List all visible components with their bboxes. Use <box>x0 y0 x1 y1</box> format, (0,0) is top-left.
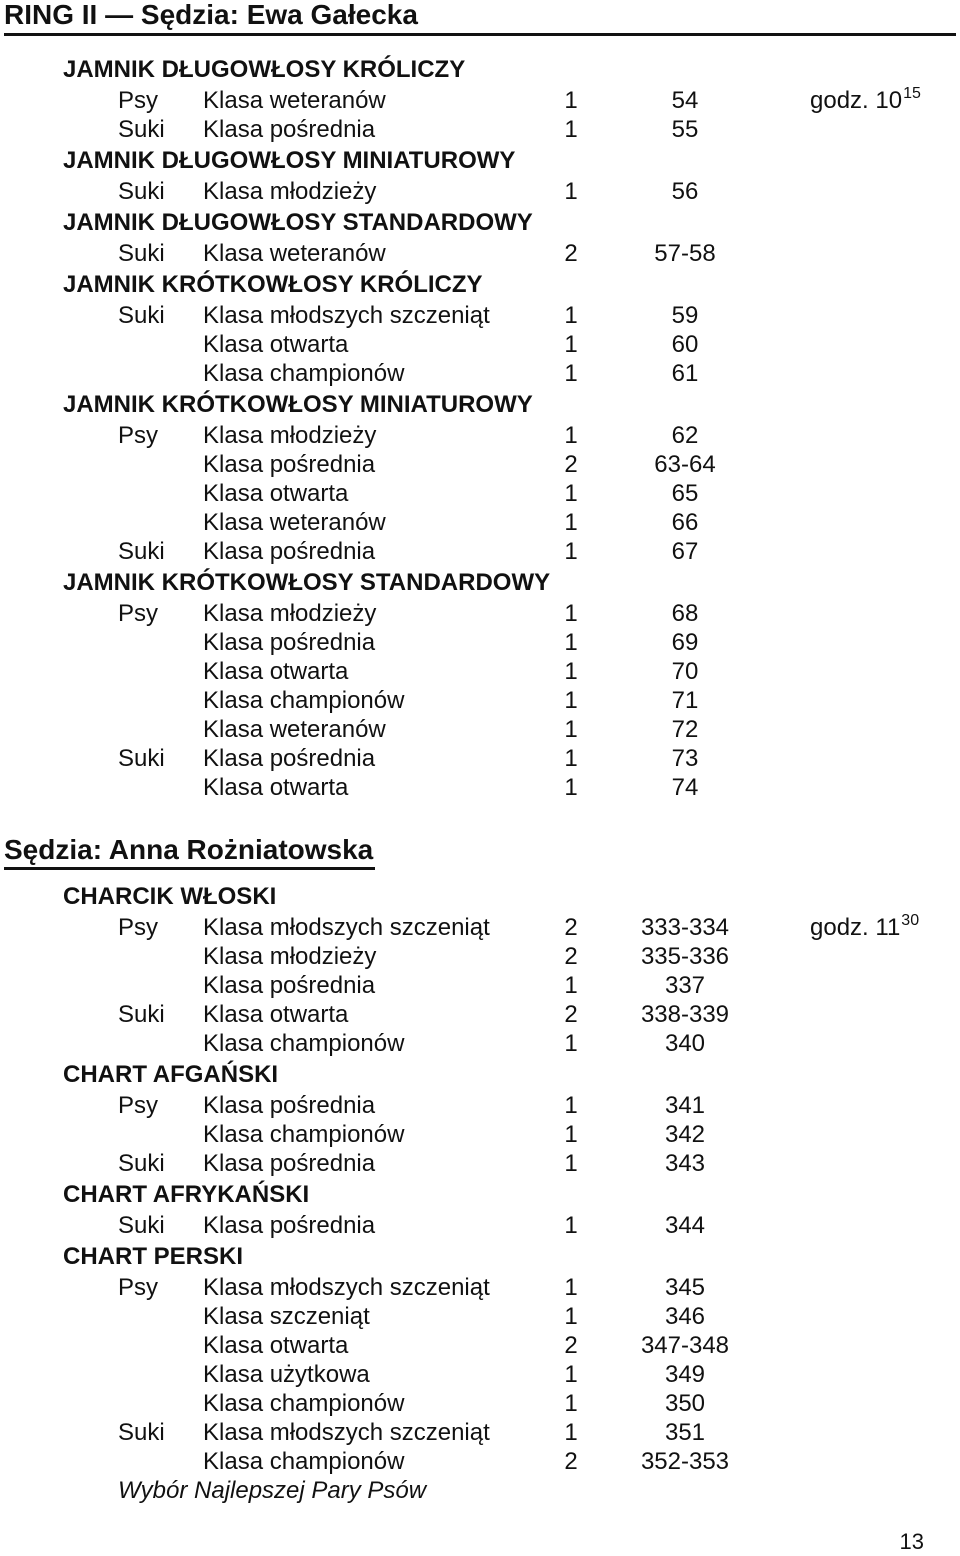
class-label: Klasa otwarta <box>203 1001 349 1028</box>
entry-count: 1 <box>564 1121 578 1148</box>
sex-label: Psy <box>118 600 159 627</box>
entry-count: 2 <box>564 1332 578 1359</box>
sex-label: Suki <box>118 116 165 143</box>
entry-count: 1 <box>564 509 578 536</box>
sex-label: Suki <box>118 240 165 267</box>
catalog-numbers: 342 <box>664 1121 706 1148</box>
entry-count: 1 <box>564 1303 578 1330</box>
sex-label: Psy <box>118 87 159 114</box>
class-label: Klasa weteranów <box>203 509 386 536</box>
entry-row <box>0 330 960 359</box>
entry-count: 1 <box>564 1092 578 1119</box>
catalog-numbers: 349 <box>664 1361 706 1388</box>
class-label: Klasa pośrednia <box>203 538 376 565</box>
class-label: Klasa weteranów <box>203 87 386 114</box>
entry-row <box>0 1331 960 1360</box>
class-label: Klasa championów <box>203 1390 405 1417</box>
catalog-numbers: 344 <box>664 1212 706 1239</box>
class-label: Klasa weteranów <box>203 240 386 267</box>
catalog-numbers: 352-353 <box>640 1448 730 1475</box>
judging-time-minutes: 30 <box>901 912 920 929</box>
class-label: Klasa młodzieży <box>203 600 377 627</box>
sex-label: Psy <box>118 422 159 449</box>
class-label: Klasa młodszych szczeniąt <box>203 1419 490 1446</box>
entry-count: 1 <box>564 116 578 143</box>
entry-row <box>0 1418 960 1447</box>
entry-row <box>0 913 960 942</box>
breed-heading: JAMNIK KRÓTKOWŁOSY MINIATUROWY <box>63 391 533 418</box>
catalog-numbers: 66 <box>671 509 699 536</box>
entry-count: 2 <box>564 914 578 941</box>
entry-count: 2 <box>564 1448 578 1475</box>
entry-row <box>0 421 960 450</box>
class-label: Klasa championów <box>203 360 405 387</box>
entry-count: 1 <box>564 774 578 801</box>
entry-count: 1 <box>564 687 578 714</box>
entry-count: 1 <box>564 87 578 114</box>
entry-row <box>0 1120 960 1149</box>
class-label: Klasa pośrednia <box>203 451 376 478</box>
catalog-numbers: 61 <box>671 360 699 387</box>
class-label: Klasa młodszych szczeniąt <box>203 1274 490 1301</box>
catalog-numbers: 337 <box>664 972 706 999</box>
entry-count: 1 <box>564 1212 578 1239</box>
catalog-numbers: 56 <box>671 178 699 205</box>
entry-row <box>0 450 960 479</box>
class-label: Klasa szczeniąt <box>203 1303 370 1330</box>
class-label: Klasa otwarta <box>203 1332 349 1359</box>
entry-row <box>0 359 960 388</box>
class-label: Klasa pośrednia <box>203 1150 376 1177</box>
entry-count: 2 <box>564 1001 578 1028</box>
entry-count: 1 <box>564 600 578 627</box>
entry-count: 1 <box>564 745 578 772</box>
catalog-numbers: 346 <box>664 1303 706 1330</box>
entry-count: 1 <box>564 658 578 685</box>
catalog-numbers: 60 <box>671 331 699 358</box>
catalog-numbers: 70 <box>671 658 699 685</box>
entry-count: 1 <box>564 538 578 565</box>
entry-row <box>0 508 960 537</box>
catalog-numbers: 343 <box>664 1150 706 1177</box>
catalog-numbers: 57-58 <box>654 240 716 267</box>
breed-heading: JAMNIK DŁUGOWŁOSY MINIATUROWY <box>63 147 516 174</box>
entry-row <box>0 1302 960 1331</box>
page-number: 13 <box>899 1529 924 1554</box>
entry-row <box>0 239 960 268</box>
catalog-numbers: 340 <box>664 1030 706 1057</box>
entry-row <box>0 1447 960 1476</box>
entry-row <box>0 773 960 802</box>
catalog-numbers: 351 <box>664 1419 706 1446</box>
entry-row <box>0 1149 960 1178</box>
entry-row <box>0 599 960 628</box>
entry-count: 1 <box>564 331 578 358</box>
class-label: Klasa otwarta <box>203 480 349 507</box>
breed-heading: JAMNIK KRÓTKOWŁOSY KRÓLICZY <box>63 271 483 298</box>
entry-count: 1 <box>564 480 578 507</box>
class-label: Klasa otwarta <box>203 658 349 685</box>
class-label: Klasa pośrednia <box>203 116 376 143</box>
entry-row <box>0 115 960 144</box>
entry-count: 1 <box>564 1030 578 1057</box>
catalog-numbers: 71 <box>671 687 699 714</box>
catalog-numbers: 335-336 <box>640 943 730 970</box>
catalog-numbers: 347-348 <box>640 1332 730 1359</box>
judging-time-hour: godz. 11 <box>810 914 901 941</box>
entry-row <box>0 86 960 115</box>
catalog-numbers: 338-339 <box>640 1001 730 1028</box>
entry-row <box>0 715 960 744</box>
page-title: RING II — Sędzia: Ewa Gałecka <box>4 0 956 36</box>
entry-row <box>0 1211 960 1240</box>
entry-row <box>0 657 960 686</box>
entry-row <box>0 177 960 206</box>
catalog-numbers: 54 <box>671 87 699 114</box>
entry-row <box>0 1000 960 1029</box>
entry-row <box>0 1029 960 1058</box>
class-label: Klasa młodzieży <box>203 422 377 449</box>
sex-label: Suki <box>118 1150 165 1177</box>
sex-label: Suki <box>118 1212 165 1239</box>
catalog-numbers: 55 <box>671 116 699 143</box>
class-label: Klasa młodszych szczeniąt <box>203 914 490 941</box>
class-label: Klasa użytkowa <box>203 1361 370 1388</box>
class-label: Klasa pośrednia <box>203 745 376 772</box>
entry-count: 1 <box>564 1361 578 1388</box>
entry-row <box>0 1360 960 1389</box>
entry-count: 1 <box>564 1274 578 1301</box>
entry-count: 1 <box>564 178 578 205</box>
sex-label: Suki <box>118 538 165 565</box>
best-pair-note: Wybór Najlepszej Pary Psów <box>118 1477 427 1504</box>
sex-label: Suki <box>118 178 165 205</box>
catalog-numbers: 74 <box>671 774 699 801</box>
class-label: Klasa championów <box>203 1121 405 1148</box>
breed-heading: CHART AFRYKAŃSKI <box>63 1181 310 1208</box>
class-label: Klasa pośrednia <box>203 629 376 656</box>
breed-heading: JAMNIK DŁUGOWŁOSY STANDARDOWY <box>63 209 533 236</box>
catalog-numbers: 59 <box>671 302 699 329</box>
judging-time <box>810 86 921 118</box>
sex-label: Psy <box>118 1092 159 1119</box>
breed-heading: JAMNIK KRÓTKOWŁOSY STANDARDOWY <box>63 569 551 596</box>
breed-heading: JAMNIK DŁUGOWŁOSY KRÓLICZY <box>63 56 466 83</box>
entry-count: 1 <box>564 716 578 743</box>
class-label: Klasa młodzieży <box>203 178 377 205</box>
catalog-numbers: 67 <box>671 538 699 565</box>
breed-heading: CHARCIK WŁOSKI <box>63 883 277 910</box>
section-judge-2 <box>0 880 960 1505</box>
entry-count: 1 <box>564 1150 578 1177</box>
entry-count: 1 <box>564 302 578 329</box>
entry-row <box>0 942 960 971</box>
class-label: Klasa weteranów <box>203 716 386 743</box>
entry-count: 2 <box>564 451 578 478</box>
catalog-numbers: 69 <box>671 629 699 656</box>
entry-row <box>0 301 960 330</box>
judging-time <box>810 913 919 945</box>
class-label: Klasa młodzieży <box>203 943 377 970</box>
entry-count: 1 <box>564 360 578 387</box>
sex-label: Suki <box>118 302 165 329</box>
entry-row <box>0 971 960 1000</box>
class-label: Klasa młodszych szczeniąt <box>203 302 490 329</box>
class-label: Klasa championów <box>203 1448 405 1475</box>
entry-count: 1 <box>564 629 578 656</box>
entry-count: 1 <box>564 422 578 449</box>
sex-label: Psy <box>118 914 159 941</box>
judging-time-minutes: 15 <box>903 85 921 102</box>
catalog-numbers: 68 <box>671 600 699 627</box>
class-label: Klasa pośrednia <box>203 972 376 999</box>
class-label: Klasa otwarta <box>203 774 349 801</box>
catalog-numbers: 333-334 <box>640 914 730 941</box>
catalog-numbers: 63-64 <box>654 451 716 478</box>
entry-count: 2 <box>564 240 578 267</box>
entry-count: 1 <box>564 1419 578 1446</box>
section-judge-1 <box>0 53 960 802</box>
entry-row <box>0 686 960 715</box>
entry-row <box>0 537 960 566</box>
catalog-numbers: 62 <box>671 422 699 449</box>
breed-heading: CHART PERSKI <box>63 1243 244 1270</box>
sex-label: Suki <box>118 1419 165 1446</box>
catalog-numbers: 73 <box>671 745 699 772</box>
catalog-numbers: 65 <box>671 480 699 507</box>
entry-count: 1 <box>564 972 578 999</box>
judge-heading: Sędzia: Anna Rożniatowska <box>4 832 375 870</box>
entry-count: 2 <box>564 943 578 970</box>
entry-count: 1 <box>564 1390 578 1417</box>
sex-label: Suki <box>118 1001 165 1028</box>
entry-row <box>0 1389 960 1418</box>
sex-label: Psy <box>118 1274 159 1301</box>
class-label: Klasa pośrednia <box>203 1092 376 1119</box>
sex-label: Suki <box>118 745 165 772</box>
catalog-numbers: 345 <box>664 1274 706 1301</box>
entry-row <box>0 628 960 657</box>
class-label: Klasa pośrednia <box>203 1212 376 1239</box>
entry-row <box>0 1273 960 1302</box>
entry-row <box>0 744 960 773</box>
entry-row <box>0 1091 960 1120</box>
catalog-numbers: 341 <box>664 1092 706 1119</box>
catalog-numbers: 350 <box>664 1390 706 1417</box>
judging-time-hour: godz. 10 <box>810 87 903 114</box>
class-label: Klasa otwarta <box>203 331 349 358</box>
class-label: Klasa championów <box>203 687 405 714</box>
breed-heading: CHART AFGAŃSKI <box>63 1061 279 1088</box>
entry-row <box>0 479 960 508</box>
class-label: Klasa championów <box>203 1030 405 1057</box>
catalog-numbers: 72 <box>671 716 699 743</box>
